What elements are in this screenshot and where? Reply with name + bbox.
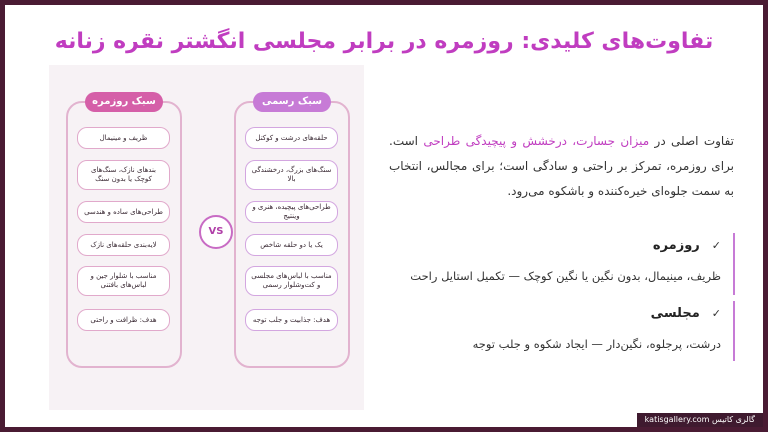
slide [5,5,763,427]
formal-section [389,301,735,361]
formal-section-title: مجلسی [650,306,700,321]
footer-brand-name: گالری کاتیس [712,415,755,424]
formal-item: یک یا دو حلقه شاخص [245,234,338,256]
formal-style-column [234,96,350,368]
intro-paragraph [389,129,734,204]
casual-item: بندهای نازک، سنگ‌های کوچک یا بدون سنگ [77,160,170,190]
formal-section-heading [389,301,721,327]
casual-style-header: سبک روزمره [85,92,163,112]
casual-section [389,233,735,295]
casual-section-heading [389,233,721,259]
intro-text-end: است. برای روزمره، تمرکز بر راحتی و سادگی است؛ برای مجالس، انتخاب به سمت جلوه‌ای خیره‌کننده و باشکوه می‌رود. [389,134,734,198]
check-icon: ✓ [711,307,721,320]
casual-item: طراحی‌های ساده و هندسی [77,201,170,223]
formal-item: مناسب با لباس‌های مجلسی و کت‌وشلوار رسمی [245,266,338,296]
formal-item: حلقه‌های درشت و کوکتل [245,127,338,149]
casual-section-body: ظریف، مینیمال، بدون نگین یا نگین کوچک — تکمیل استایل راحت [410,269,721,283]
casual-item: ظریف و مینیمال [77,127,170,149]
formal-item: هدف: جذابیت و جلب توجه [245,309,338,331]
slide-title: تفاوت‌های کلیدی: روزمره در برابر مجلسی انگشتر نقره زنانه [54,29,714,54]
intro-text-start: تفاوت اصلی در [649,134,734,148]
formal-item: سنگ‌های بزرگ، درخشندگی بالا [245,160,338,190]
casual-item: مناسب با شلوار جین و لباس‌های بافتنی [77,266,170,296]
comparison-infographic [49,65,364,410]
casual-style-column [66,96,182,368]
formal-section-body: درشت، پرجلوه، نگین‌دار — ایجاد شکوه و جلب توجه [472,337,721,351]
footer-url[interactable]: katisgallery.com [644,415,710,424]
vs-badge: VS [199,215,233,249]
formal-style-header: سبک رسمی [253,92,331,112]
check-icon: ✓ [711,239,721,252]
formal-item: طراحی‌های پیچیده، هنری و وینتیج [245,201,338,223]
casual-section-title: روزمره [652,238,700,253]
intro-highlight: میزان جسارت، درخشش و پیچیدگی طراحی [423,134,650,148]
casual-item: هدف: ظرافت و راحتی [77,309,170,331]
casual-item: لایه‌بندی حلقه‌های نازک [77,234,170,256]
footer-brand [637,413,763,427]
